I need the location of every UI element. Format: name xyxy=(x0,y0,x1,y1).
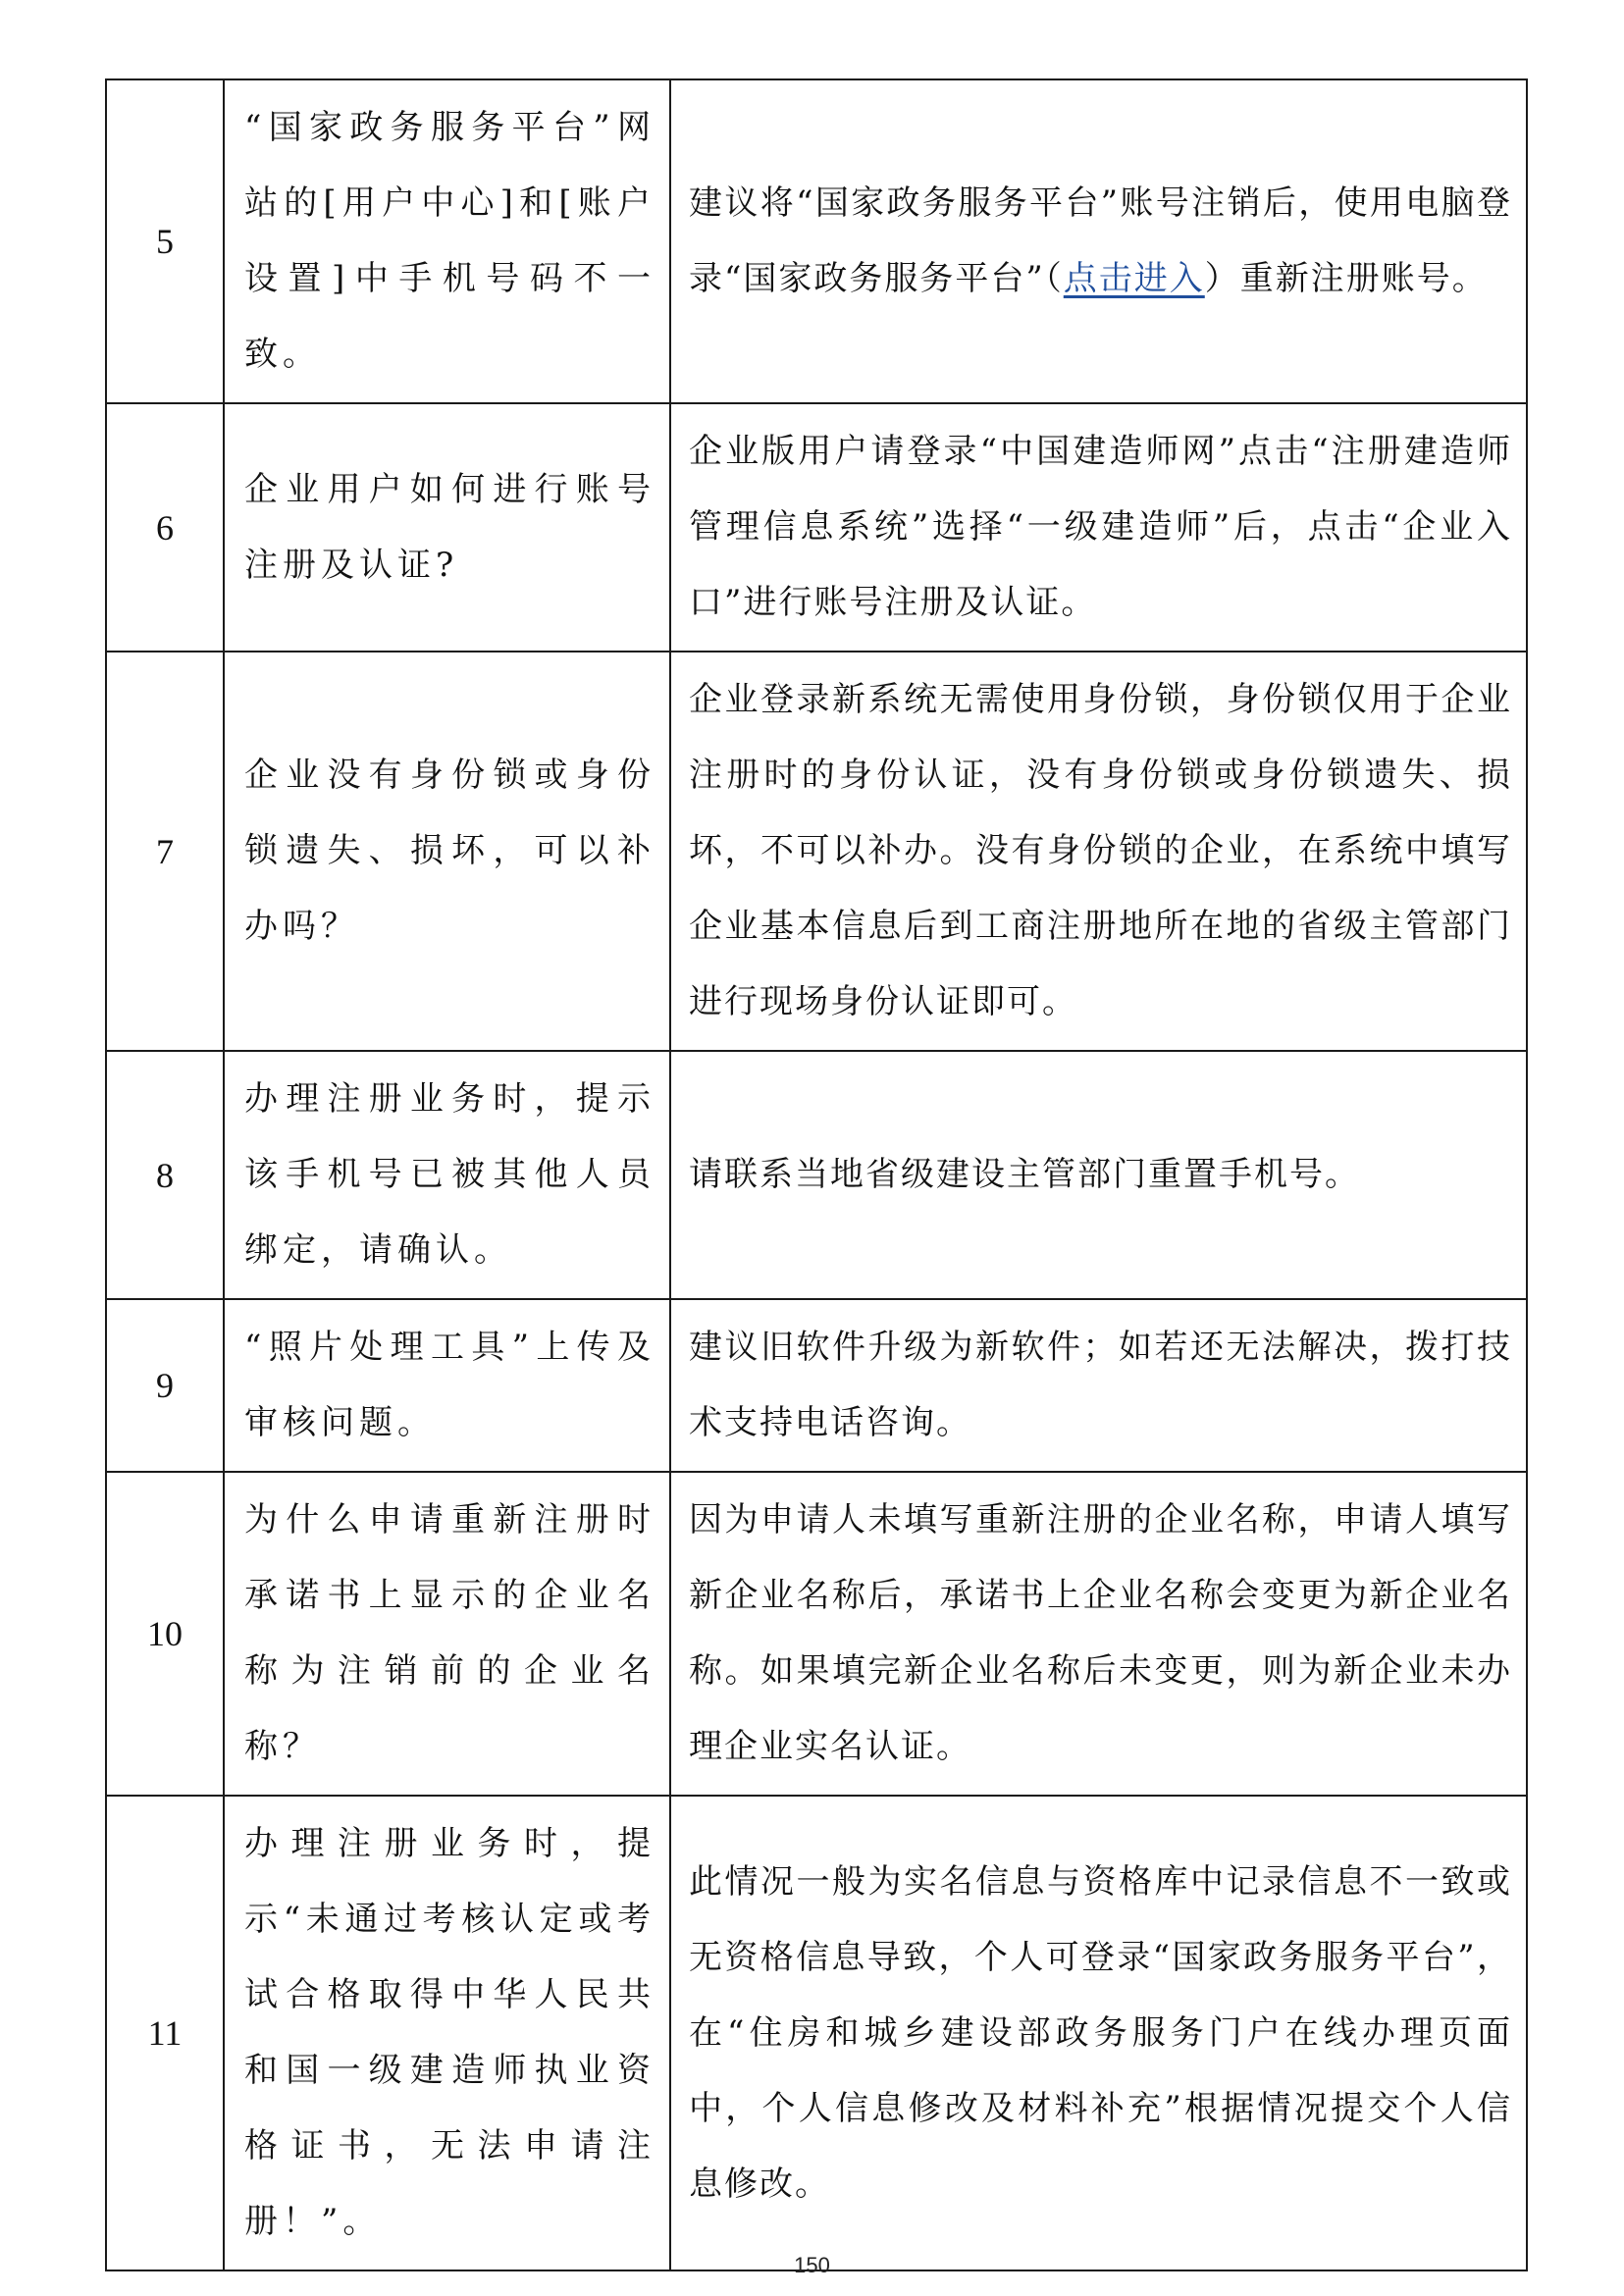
answer-text: 请联系当地省级建设主管部门重置手机号。 xyxy=(689,1155,1360,1194)
question-text: 为什么申请重新注册时承诺书上显示的企业名称为注销前的企业名称？ xyxy=(244,1500,655,1766)
answer-cell xyxy=(670,1051,1527,1299)
question-text: 办理注册业务时，提示该手机号已被其他人员绑定，请确认。 xyxy=(244,1079,655,1270)
table-row xyxy=(106,1796,1527,2270)
question-cell xyxy=(224,1051,670,1299)
answer-text: 企业版用户请登录“中国建造师网”点击“注册建造师管理信息系统”选择“一级建造师”后，点击“企业入口”进行账号注册及认证。 xyxy=(689,432,1512,622)
row-number: 11 xyxy=(106,1796,224,2270)
answer-text-part: ）重新注册账号。 xyxy=(1204,259,1488,298)
table-row xyxy=(106,652,1527,1051)
table-row xyxy=(106,79,1527,403)
question-text: 企业用户如何进行账号注册及认证? xyxy=(244,469,655,585)
question-cell xyxy=(224,403,670,652)
question-text: 企业没有身份锁或身份锁遗失、损坏，可以补办吗？ xyxy=(244,756,655,946)
row-number: 6 xyxy=(106,403,224,652)
answer-cell xyxy=(670,652,1527,1051)
question-text: 办理注册业务时，提示“未通过考核认定或考试合格取得中华人民共和国一级建造师执业资格证书，无法申请注册！”。 xyxy=(244,1824,655,2241)
answer-text: 此情况一般为实名信息与资格库中记录信息不一致或无资格信息导致，个人可登录“国家政务服务平台”，在“住房和城乡建设部政务服务门户在线办理页面中，个人信息修改及材料补充”根据情况提交个人信息修改。 xyxy=(689,1861,1512,2204)
row-number: 5 xyxy=(106,79,224,403)
page-number: 150 xyxy=(794,2253,830,2277)
answer-cell xyxy=(670,1796,1527,2270)
question-cell xyxy=(224,79,670,403)
row-number: 7 xyxy=(106,652,224,1051)
question-cell xyxy=(224,1796,670,2270)
answer-text: 建议旧软件升级为新软件；如若还无法解决，拨打技术支持电话咨询。 xyxy=(689,1328,1512,1442)
row-number: 10 xyxy=(106,1472,224,1796)
question-cell xyxy=(224,1299,670,1472)
row-number: 8 xyxy=(106,1051,224,1299)
row-number: 9 xyxy=(106,1299,224,1472)
answer-cell xyxy=(670,403,1527,652)
answer-text: 因为申请人未填写重新注册的企业名称，申请人填写新企业名称后，承诺书上企业名称会变更为新企业名称。如果填完新企业名称后未变更，则为新企业未办理企业实名认证。 xyxy=(689,1500,1512,1766)
enter-link[interactable]: 点击进入 xyxy=(1063,259,1205,298)
question-text: “照片处理工具”上传及审核问题。 xyxy=(244,1328,655,1442)
question-cell xyxy=(224,1472,670,1796)
answer-cell xyxy=(670,1472,1527,1796)
table-row xyxy=(106,1051,1527,1299)
answer-cell xyxy=(670,79,1527,403)
table-row xyxy=(106,1472,1527,1796)
table-row xyxy=(106,403,1527,652)
answer-text-part: 建议将“国家政务服务平台”账号注销后，使用电脑登录“国家政务服务平台”（ xyxy=(689,183,1512,298)
answer-cell xyxy=(670,1299,1527,1472)
question-text: “国家政务服务平台”网站的[用户中心]和[账户设置]中手机号码不一致。 xyxy=(244,108,655,374)
question-cell xyxy=(224,652,670,1051)
answer-text xyxy=(671,156,1526,327)
table-row xyxy=(106,1299,1527,1472)
faq-table xyxy=(105,78,1528,2271)
answer-text: 企业登录新系统无需使用身份锁，身份锁仅用于企业注册时的身份认证，没有身份锁或身份锁遗失、损坏，不可以补办。没有身份锁的企业，在系统中填写企业基本信息后到工商注册地所在地的省级主管部门进行现场身份认证即可。 xyxy=(689,680,1512,1021)
